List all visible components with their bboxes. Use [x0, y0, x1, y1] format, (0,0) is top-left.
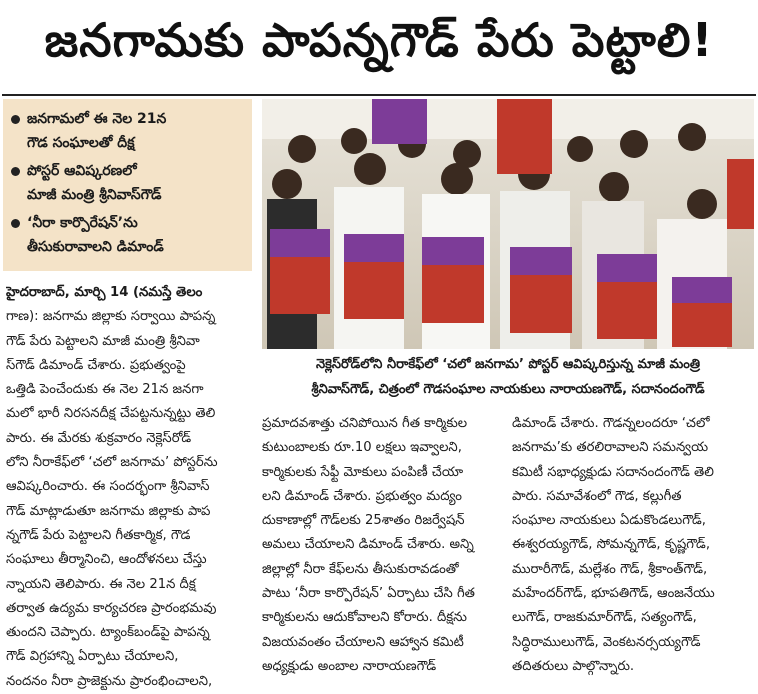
article-line: విజయవంతం చేయాలని ఆహ్వాన కమిటీ [262, 634, 464, 650]
article-line: ప్రమాదవశాత్తు చనిపోయిన గీత కార్మికుల [262, 416, 468, 431]
bullet-icon [11, 219, 20, 228]
article-line: సిద్ధిరాములుగౌడ్, వెంకటనర్సయ్యగౌడ్ [512, 634, 701, 650]
summary-point [11, 211, 246, 259]
caption-line: శ్రీనివాస్‌గౌడ్, చిత్రంలో గౌడసంఘాల నాయకులు నారాయణగౌడ్, సదానందంగౌడ్ [311, 382, 705, 397]
article-line: ఒత్తిడి పెంచేందుకు ఈ నెల 21న జనగా [6, 382, 204, 398]
article-line: న్నగౌడ్ పేరు పెట్టాలని గీతకార్మిక, గౌడ [6, 527, 191, 543]
article-line: ఆవిష్కరించారు. ఈ సందర్భంగా శ్రీనివాస్ [6, 479, 210, 495]
article-line: కమిటీ సభాధ్యక్షుడు సదానందంగౌడ్ తెలి [512, 464, 714, 480]
summary-point [11, 107, 246, 155]
article-line: గౌడ్ విగ్రహాన్ని ఏర్పాటు చేయాలని, [6, 649, 179, 665]
article-column-3 [512, 412, 754, 679]
article-line: కార్మికులకు సేఫ్టీ మోకులు పంపిణీ చేయా [262, 464, 464, 480]
article-line: అధ్యక్షుడు అంబాల నారాయణగౌడ్ [262, 658, 437, 674]
article-line: గౌడ్ మాట్లాడుతూ జనగామ జిల్లాకు పాప [6, 503, 211, 519]
headline: జనగామకు పాపన్నగౌడ్ పేరు పెట్టాలి! [44, 13, 714, 67]
article-line: దుకాణాల్లో గౌడ్‌లకు 25శాతం రిజర్వేషన్ [262, 513, 465, 529]
summary-point [11, 159, 246, 207]
article-line: ఈశ్వరయ్యగౌడ్, సోమన్నగౌడ్, కృష్ణగౌడ్, [512, 537, 711, 553]
article-line: పారు. సమావేశంలో గౌడ, కల్లుగీత [512, 488, 682, 504]
article-column-1 [6, 281, 254, 694]
article-line: పారు. ఈ మేరకు శుక్రవారం నెక్లెస్‌రోడ్ [6, 430, 192, 446]
caption-line: నెక్లెస్‌రోడ్‌లోని నీరాకేఫ్‌లో ‘చలో జనగామ’ పోస్టర్ ఆవిష్కరిస్తున్న మాజీ మంత్రి [315, 357, 700, 372]
article-line: లోని నీరాకేఫ్‌లో ‘చలో జనగామ’ పోస్టర్‌ను [6, 455, 218, 471]
summary-point-line: మాజీ మంత్రి శ్రీనివాస్‌గౌడ్ [27, 187, 162, 203]
article-line: పాటు ‘నీరా కార్పొరేషన్’ ఏర్పాటు చేసి గీత [262, 586, 475, 602]
summary-box [3, 99, 252, 271]
article-line: తుందని చెప్పారు. ట్యాంక్‌బండ్‌పై పాపన్న [6, 625, 210, 641]
article-line: డిమాండ్ చేశారు. గౌడన్నలందరూ ‘చలో [512, 416, 710, 431]
article-line: తర్వాత ఉద్యమ కార్యచరణ ప్రారంభమవు [6, 600, 217, 616]
summary-point-line: జనగామలో ఈ నెల 21న [27, 111, 167, 127]
article-line: జిల్లాల్లో నీరా కేఫ్‌లను తీసుకురావడంతో [262, 561, 459, 577]
summary-point-line: గౌడ సంఘాలతో దీక్ష [27, 135, 135, 151]
article-line: నందనం నీరా ప్రాజెక్టును ప్రారంభించాలని, [6, 673, 213, 689]
article-line: జనగామ’కు తరలిరావాలని సమన్వయ [512, 440, 709, 456]
article-line: హైదరాబాద్, మార్చి 14 (నమస్తే తెలం [6, 285, 203, 300]
article-line: మహేందర్‌గౌడ్, భూపతిగౌడ్, ఆంజనేయు [512, 586, 715, 602]
article-line: గాణ): జనగామ జిల్లాకు సర్వాయి పాపన్న [6, 309, 216, 325]
article-line: సంఘాలు తీర్మానించి, ఆందోళనలు చేస్తు [6, 552, 207, 568]
article-line: మలో భారీ నిరసనదీక్ష చేపట్టనున్నట్టు తెలి [6, 406, 216, 422]
headline-divider [2, 94, 756, 96]
article-line: తదితరులు పాల్గొన్నారు. [512, 658, 635, 674]
article-column-2 [262, 412, 504, 679]
article-line: కుటుంబాలకు రూ.10 లక్షలు ఇవ్వాలని, [262, 440, 462, 456]
article-line: సంఘాల నాయకులు ఏడుకొండలుగౌడ్, [512, 513, 706, 529]
poster-launch-photo [262, 99, 754, 349]
article-line: అమలు చేయాలని డిమాండ్ చేశారు. అన్ని [262, 537, 474, 553]
article-line: మురారీగౌడ్, మల్లేశం గౌడ్, శ్రీకాంత్‌గౌడ్, [512, 561, 708, 577]
news-photo [262, 99, 754, 349]
article-line: కార్మికులను ఆదుకోవాలని కోరారు. దీక్షను [262, 610, 467, 626]
summary-point-line: ‘నీరా కార్పొరేషన్’ను [27, 215, 138, 231]
bullet-icon [11, 115, 20, 124]
article-line: గౌడ్ పేరు పెట్టాలని మాజీ మంత్రి శ్రీనివా [6, 333, 200, 349]
article-line: స్‌గౌడ్ డిమాండ్ చేశారు. ప్రభుత్వంపై [6, 357, 186, 373]
article-line: న్నాయని తెలిపారు. ఈ నెల 21న దీక్ష [6, 576, 196, 592]
summary-point-line: తీసుకురావాలని డిమాండ్ [27, 239, 164, 255]
photo-caption [262, 352, 754, 404]
summary-point-line: పోస్టర్ ఆవిష్కరణలో [27, 163, 137, 179]
article-line: లుగౌడ్, రాజకుమార్‌గౌడ్, సత్యంగౌడ్, [512, 610, 697, 626]
bullet-icon [11, 167, 20, 176]
article-line: లని డిమాండ్ చేశారు. ప్రభుత్వం మద్యం [262, 488, 462, 504]
